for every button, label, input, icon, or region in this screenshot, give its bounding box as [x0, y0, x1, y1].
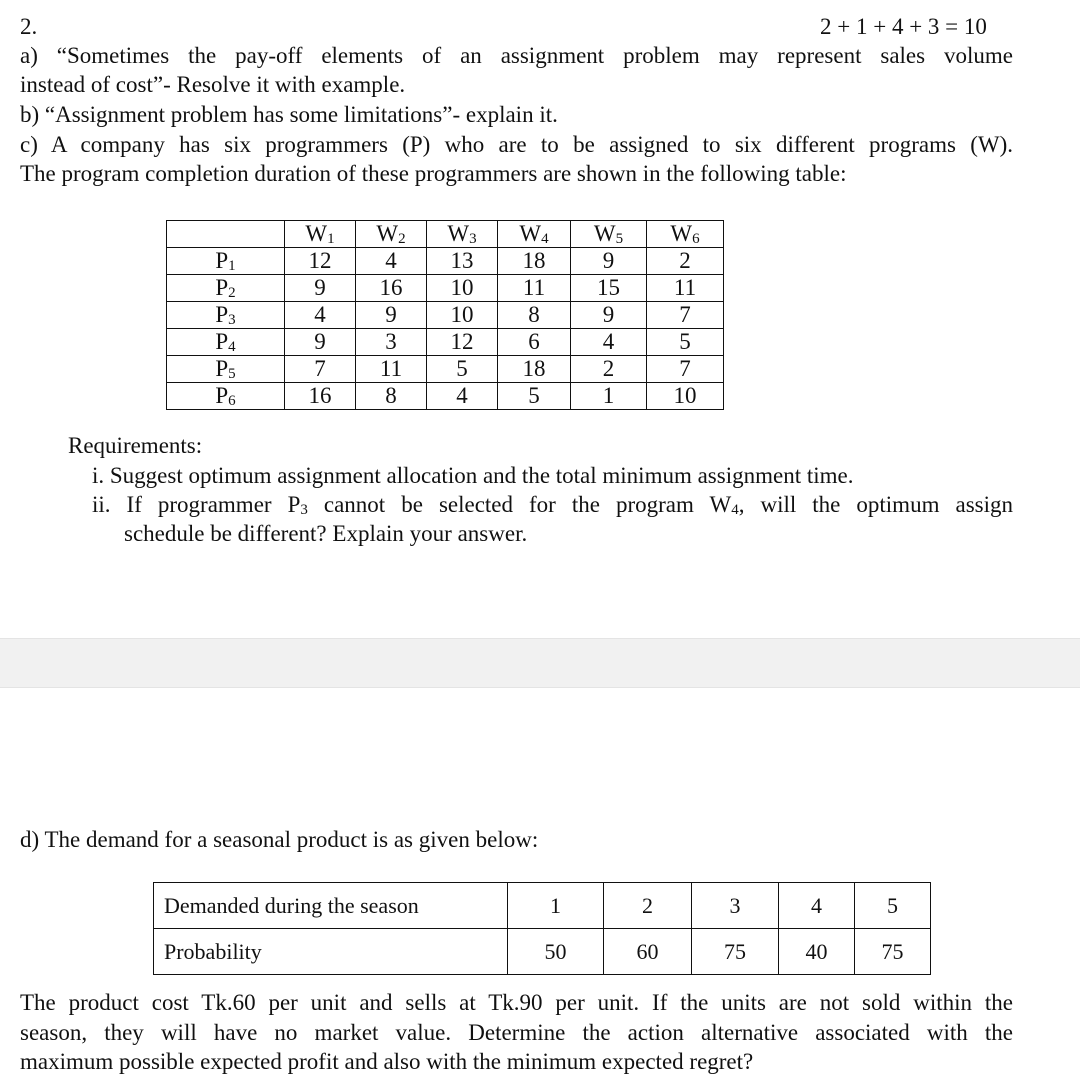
requirements-heading: Requirements: — [68, 433, 203, 458]
table-cell: 2 — [571, 356, 647, 383]
probability-cell: 75 — [692, 929, 779, 975]
table-cell: 4 — [285, 302, 356, 329]
probability-row-label: Probability — [154, 929, 508, 975]
table-cell: 5 — [427, 356, 498, 383]
table-row — [167, 275, 724, 302]
final-paragraph-line3: maximum possible expected profit and also with the minimum expected regret? — [20, 1049, 754, 1074]
demand-row — [154, 883, 931, 929]
corner-cell — [167, 221, 285, 248]
table-cell: 5 — [647, 329, 724, 356]
row-header-p5: $P_5$ — [167, 356, 285, 383]
row-header-p6: $P_6$ — [167, 383, 285, 410]
table-row — [167, 248, 724, 275]
req-ii-sub1: 3 — [300, 502, 308, 518]
table-row — [167, 302, 724, 329]
table-cell: 11 — [647, 275, 724, 302]
probability-cell: 75 — [855, 929, 931, 975]
demand-row-label: Demanded during the season — [154, 883, 508, 929]
table-cell: 7 — [285, 356, 356, 383]
table-cell: 16 — [285, 383, 356, 410]
demand-cell: 1 — [508, 883, 604, 929]
table-cell: 10 — [647, 383, 724, 410]
table-cell: 13 — [427, 248, 498, 275]
column-header-w5: $W_5$ — [571, 221, 647, 248]
table-cell: 9 — [285, 275, 356, 302]
row-header-p2: $P_2$ — [167, 275, 285, 302]
table-cell: 12 — [427, 329, 498, 356]
table-cell: 4 — [571, 329, 647, 356]
req-ii-post: , will the optimum assign — [738, 492, 1013, 517]
table-cell: 9 — [356, 302, 427, 329]
table-cell: 9 — [571, 302, 647, 329]
table-cell: 8 — [356, 383, 427, 410]
table-cell: 7 — [647, 302, 724, 329]
table-cell: 10 — [427, 302, 498, 329]
req-ii-pre: ii. If programmer P — [92, 492, 301, 517]
part-c-line1: c) A company has six programmers (P) who are to be assigned to six different programs (W). — [20, 132, 1013, 157]
table-cell: 11 — [498, 275, 571, 302]
table-cell: 9 — [285, 329, 356, 356]
final-paragraph-line2: season, they will have no market value. Determine the action alternative associated with the — [20, 1020, 1013, 1045]
table-cell: 1 — [571, 383, 647, 410]
part-b: b) “Assignment problem has some limitations”- explain it. — [20, 102, 558, 127]
probability-cell: 40 — [779, 929, 855, 975]
assignment-table — [166, 220, 724, 410]
marks-allocation: 2 + 1 + 4 + 3 = 10 — [820, 14, 987, 39]
requirement-i: i. Suggest optimum assignment allocation and the total minimum assignment time. — [92, 463, 854, 488]
req-ii-mid: cannot be selected for the program W — [307, 492, 732, 517]
column-header-w1: $W_1$ — [285, 221, 356, 248]
table-cell: 18 — [498, 248, 571, 275]
table-cell: 16 — [356, 275, 427, 302]
table-cell: 7 — [647, 356, 724, 383]
table-cell: 3 — [356, 329, 427, 356]
probability-cell: 60 — [604, 929, 692, 975]
table-cell: 8 — [498, 302, 571, 329]
table-cell: 4 — [427, 383, 498, 410]
column-header-w2: $W_2$ — [356, 221, 427, 248]
table-cell: 15 — [571, 275, 647, 302]
part-d: d) The demand for a seasonal product is as given below: — [20, 827, 539, 852]
table-cell: 12 — [285, 248, 356, 275]
final-paragraph-line1: The product cost Tk.60 per unit and sells at Tk.90 per unit. If the units are not sold within the — [20, 990, 1013, 1015]
table-cell: 2 — [647, 248, 724, 275]
probability-row — [154, 929, 931, 975]
table-cell: 5 — [498, 383, 571, 410]
demand-cell: 5 — [855, 883, 931, 929]
part-a-line2: instead of cost”- Resolve it with example. — [20, 72, 406, 97]
demand-cell: 4 — [779, 883, 855, 929]
requirement-ii-line1 — [92, 490, 1013, 520]
column-header-w4: $W_4$ — [498, 221, 571, 248]
row-header-p1: $P_1$ — [167, 248, 285, 275]
requirement-ii-line2: schedule be different? Explain your answer. — [124, 521, 528, 546]
table-cell: 18 — [498, 356, 571, 383]
table-cell: 11 — [356, 356, 427, 383]
demand-table — [153, 882, 931, 975]
row-header-p4: $P_4$ — [167, 329, 285, 356]
row-header-p3: $P_3$ — [167, 302, 285, 329]
part-c-line2: The program completion duration of these programmers are shown in the following table: — [20, 161, 847, 186]
req-ii-sub2: 4 — [731, 502, 739, 518]
part-a-line1: a) “Sometimes the pay-off elements of an assignment problem may represent sales volume — [20, 43, 1013, 68]
page-separator — [0, 638, 1080, 688]
demand-cell: 2 — [604, 883, 692, 929]
table-cell: 9 — [571, 248, 647, 275]
table-cell: 10 — [427, 275, 498, 302]
column-header-w3: $W_3$ — [427, 221, 498, 248]
table-cell: 6 — [498, 329, 571, 356]
column-header-w6: $W_6$ — [647, 221, 724, 248]
probability-cell: 50 — [508, 929, 604, 975]
question-number: 2. — [20, 14, 38, 39]
table-row — [167, 383, 724, 410]
table-row — [167, 356, 724, 383]
assignment-header-row — [167, 221, 724, 248]
table-row — [167, 329, 724, 356]
table-cell: 4 — [356, 248, 427, 275]
demand-cell: 3 — [692, 883, 779, 929]
